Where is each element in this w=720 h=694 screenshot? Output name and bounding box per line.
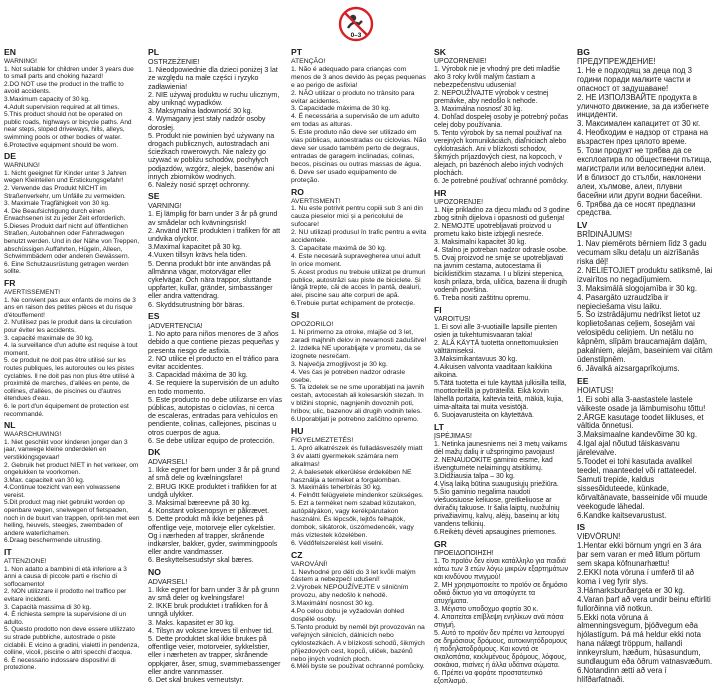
column-3 (291, 46, 427, 673)
warning-item: 5. Dette produkt må ikke betjenes på offentlige veje, motorveje eller cykelstier. Og i nærheden af trapper, skrånende indkørsler, bakker, gyder, swimmingpools eller andre vandmasser. (148, 515, 278, 557)
warning-item: 2. A balesetek elkerülése érdekében NE használja a terméket a forgalomban. (291, 468, 412, 484)
warning-section-se (148, 191, 284, 309)
warning-item: 5. Ezt a terméket nem szabad közutakon, autópályákon, vagy kerékpárutakon használni. És lépcsők, lejtős felhajtók, dombok, sikátorok, úszómedencék, vagy más víztestek közelében. (291, 500, 417, 539)
warning-item: 4. È richiesta sempre la supervisione di un adulto. (4, 611, 127, 626)
warning-item: 4. Felnőtt felügyelete mindenkor szükséges. (291, 492, 424, 500)
warning-item: 5.Ekki nota vöruna á almenningsvegum, þjóðvegum eða hjólastígum. Þá má heldur ekki nota hana nálægt tröppum, hallandi innkeyrslum, hæðum, húsasundum, sundlaugum eða öðrum vatnasvæðum. (577, 612, 713, 667)
warning-item: 2. NU utilizați produsul în trafic pentru a evita accidentele. (291, 229, 427, 245)
warning-heading: VIÐVÖRUN! (577, 532, 621, 542)
warning-item: 6.Měli byste se používat ochranné pomůcky. (291, 663, 425, 671)
warning-heading: AVERTISMENT! (291, 197, 341, 205)
warning-item: 5. Ta izdelek se ne sme uporabljati na javnih cestah, avtocestah ali kolesarskih stezah. In v bližini stopnic, nagnjenih dovoznih poti, hribov, ulic, bazenov ali drugih vodnih teles. (291, 384, 425, 416)
warning-item: 5.Dieses Produkt darf nicht auf öffentlichen Straßen, Autobahnen oder Fahrradwegen benutzt werden. Und in der Nähe von Treppen, abschüssigen Auffahrten, Hügeln, Alleen, Schwimmbädern oder anderen Gewässern. (4, 222, 140, 261)
warning-item: 3. Maksimalni kapacitet 30 kg. (434, 239, 527, 246)
warning-item: 6. Suojavarusteita on käytettävä. (434, 412, 534, 419)
warning-item: 4. Pasargāto uzraudzība ir nepieciešama visu laiku. (577, 292, 669, 311)
warning-item: 6. Πρέπει να φοράτε προστατευτικό εξοπλισμό. (434, 670, 543, 685)
language-code: PT (291, 47, 302, 57)
warning-columns (4, 46, 718, 692)
warning-item: 6.Notandinn ætti að vera í hlífðarfatnaði. (577, 666, 667, 684)
warning-item: 1. No apto para niños menores de 3 años debido a que contiene piezas pequeñas y presenta riesgo de asfixia. (148, 330, 279, 355)
warning-item: 6.Trebuie purtat echipament de protecție. (291, 300, 416, 308)
warning-item: 3.Maximum capacity of 30 kg. (4, 95, 90, 103)
warning-section-fi (434, 305, 570, 420)
warning-item: 2. NELIETOJIET produktu satiksmē, lai izvairītos no negadījumiem. (577, 265, 713, 284)
warning-heading: OSTRZEŻENIE! (148, 58, 200, 66)
warning-item: 6. le port d'un équipement de protection est recommandé. (4, 402, 129, 418)
warning-item: 5. ce produit ne doit pas être utilisé sur les routes publiques, les autoroutes ou les pistes cyclables. Il ne doit pas non plus être utilisé à proximité de marches, d'allées en pente, de collines, d'allées, de piscines ou d'autres étendues d'eau. (4, 357, 135, 403)
no-children-under-3-icon (338, 6, 374, 42)
warning-heading: BRĪDINĀJUMS! (577, 230, 633, 240)
warning-item: 1. Το προϊόν δεν είναι κατάλληλο για παιδιά κάτω των 3 ετών λόγω μικρών εξαρτημάτων και κινδύνου πνιγμού! (434, 558, 569, 581)
warning-item: 1. Ni primerno za otroke, mlajše od 3 let, zaradi majhnih delov in nevarnosti zadušitve! (291, 329, 427, 344)
warning-item: 1. Niet geschikt voor kinderen jonger dan 3 jaar, vanwege kleine onderdelen en verstikkingsgevaar! (4, 438, 128, 461)
warning-item: 5. Acest produs nu trebuie utilizat pe drumuri publice, autostrăzi sau piste de biciclete. Și lângă trepte, căi de acces în pantă, dealuri, alei, piscine sau alte corpuri de apă. (291, 268, 426, 300)
column-4 (434, 46, 570, 688)
warning-item: 5.Tento produkt by neměl být provozován na veřejných silnicích, dálnicích nebo cyklostezkách. A v blízkosti schodů, šikmých příjezdových cest, kopců, uliček, bazénů nebo jiných vodních ploch. (291, 623, 425, 663)
warning-item: 5. Αυτό το προϊόν δεν πρέπει να λειτουργεί σε δημόσιους δρόμους, αυτοκινητόδρομους ή ποδηλατοδρόμους. Και κοντά σε σκαλοπάτια, κεκλιμένους δρόμους, λόφους, σοκάκια, πισίνες ή άλλα υδάτινα σώματα. (434, 630, 568, 669)
language-code: EN (4, 47, 16, 57)
warning-item: 2. NEPOUŽÍVAJTE výrobok v cestnej premávke, aby nedošlo k nehode. (434, 90, 549, 105)
warning-section-sk (434, 47, 570, 186)
warning-section-dk (148, 447, 284, 565)
language-code: DK (148, 446, 161, 457)
warning-section-it (4, 547, 140, 672)
warning-item: 2. Använd INTE produkten i trafiken för att undvika olyckor. (148, 226, 281, 244)
warning-item: 5. Este produto não deve ser utilizado em vias públicas, autoestradas ou ciclovias. Não deve ser usado também perto de degraus, entradas de garagem inclinadas, colinas, becos, piscinas ou outras massas de água. (291, 129, 427, 168)
language-code: ES (148, 310, 160, 321)
warning-item: 5. Denna produkt bör inte användas på allmänna vägar, motorvägar eller cykelvägar. Och nära trappor, sluttande uppfarter, kullar, gränder, simbassänger eller andra vattendrag. (148, 259, 273, 301)
warning-item: 3. Maksimal bæreevne på 30 kg. (148, 498, 251, 507)
warning-section-ro (291, 187, 427, 309)
warning-item: 1. Не е подходящ за деца под 3 години поради малките части и опасност от задушаване! (577, 65, 692, 93)
warning-heading: WARNUNG! (4, 162, 40, 170)
warning-item: 6. Skyddsutrustning bör bäras. (148, 300, 245, 309)
warning-item: 4. Tilsyn av voksne kreves til enhver tid. (148, 626, 273, 635)
warning-item: 2. BRUG IKKE produktet i trafikken for at undgå ulykker. (148, 482, 277, 499)
warning-section-pl (148, 47, 284, 189)
warning-item: 1. Ei sobi alla 3-aastastele lastele väikeste osade ja lämbumisohu tõttu! (577, 394, 706, 413)
warning-heading: OPOZORILO! (291, 321, 334, 329)
warning-item: 4. Konstant voksenopsyn er påkrævet. (148, 507, 270, 516)
warning-item: 4. Ves čas je potreben nadzor odrasle osebe. (291, 368, 406, 384)
warning-item: 4.Visą laiką būtina suaugusiųjų priežiūra. (434, 481, 559, 488)
language-code: FR (4, 278, 16, 289)
language-code: NL (4, 420, 16, 431)
warning-section-si (291, 310, 427, 424)
warning-item: 3.Maksimikantavuus 30 kg. (434, 356, 518, 363)
warning-item: 3.Maximal kapacitet på 30 kg. (148, 243, 242, 252)
warning-item: 6. Je potrebné používať ochranné pomôcky. (434, 178, 569, 185)
warning-item: 1.Hentar ekki börnum yngri en 3 ára þar sem varan er með litlum pörtum sem skapa köfnunarhættu! (577, 541, 702, 569)
warning-item: 1. Nevhodné pro děti do 3 let kvůli malým částem a nebezpečí udušení! (291, 568, 416, 584)
warning-item: 4. Dohľad dospelej osoby je potrebný počas celej doby používania. (434, 114, 569, 129)
warning-item: 3. Capacidad máxima de 30 kg. (148, 371, 248, 380)
warning-item: 6. Трябва да се носят предпазни средства. (577, 199, 696, 218)
warning-item: 3. Capacitate maximă de 30 kg. (291, 244, 387, 252)
warning-item: 2. Gebruik het product NIET in het verkeer, om ongelukken te voorkomen. (4, 461, 139, 477)
warning-section-nl (4, 420, 140, 545)
warning-section-ee (577, 376, 713, 521)
warning-item: 2. IKKE bruk produktet i trafikken for å unngå ulykker. (148, 602, 268, 619)
warning-item: 6.Reikėtų dėvėti apsaugines priemones. (434, 529, 557, 536)
warning-item: 5. Този продукт не трябва да се експлоатира по обществени пътища, магистрали или велосипедни алеи. И в близост до стълби, наклонени алеи, хълмове, алеи, плувни басейни или други водни басейни. (577, 146, 712, 200)
warning-item: 2.DO NOT use the product in the traffic to avoid accidents. (4, 80, 124, 96)
warning-item: 6.Protective equipment should be worn. (4, 141, 119, 149)
warning-item: 4.Adult supervision required at all times. (4, 103, 120, 111)
warning-item: 3.Maksimaalne kandevõime 30 kg. (577, 430, 698, 440)
warning-item: 3.Maximální nosnost 30 kg. (291, 600, 374, 608)
warning-item: 2. NIE używaj produktu w ruchu ulicznym, aby uniknąć wypadków. (148, 90, 280, 108)
warning-item: 6. Treba nositi zaštitnu opremu. (434, 295, 531, 302)
warning-item: 4. Wymagany jest stały nadzór osoby dorosłej. (148, 115, 266, 132)
warning-item: 5. Šo izstrādājumu nedrīkst lietot uz koplietošanas ceļiem, šosejām vai velosipēdu celiņiem. Un netālu no kāpnēm, slīpām braucamajām daļām, pakalniem, alejām, baseiniem vai citām ūdenstilpnēm. (577, 310, 713, 364)
warning-item: 2. N'utilisez pas le produit dans la circulation pour éviter les accidents. (4, 319, 132, 334)
warning-heading: ĮSPĖJIMAS! (434, 433, 472, 440)
language-code: EE (577, 375, 589, 386)
warning-item: 1. Apró alkatrészek és fulladásveszély miatt 3 év alatti gyermekek számára nem alkalmas! (291, 444, 423, 468)
language-code: LT (434, 422, 444, 432)
warning-section-fr (4, 278, 140, 418)
warning-item: 2. ÄLÄ KÄYTÄ tuotetta onnettomuuksien välttämiseksi. (434, 340, 559, 355)
warning-section-lv (577, 220, 713, 374)
language-code: RO (291, 186, 304, 197)
warning-item: 6. Jāvalkā aizsargaprīkojums. (577, 363, 680, 373)
warning-item: 2.Výrobek NEPOUŽÍVEJTE v silničním provozu, aby nedošlo k nehodě. (291, 584, 409, 600)
warning-heading: FIGYELMEZTETÉS! (291, 436, 354, 444)
warning-item: 2. ΜΗ χρησιμοποιείτε το προϊόν σε δημόσιο οδικό δίκτυο για να αποφύγετε τα ατυχήματα. (434, 582, 568, 605)
warning-item: 3. capacité maximale de 30 kg. (4, 334, 94, 342)
warning-heading: ATENÇÃO! (291, 58, 326, 65)
age-label: 0–3 (350, 32, 362, 39)
warning-item: 1. Nicht geeignet für Kinder unter 3 Jahren wegen Kleinteilen und Erstickungsgefahr! (4, 169, 127, 185)
language-code: HU (291, 425, 304, 436)
warning-item: 4.Po celou dobu je vyžadován dohled dospělé osoby. (291, 608, 404, 623)
warning-item: 1. Nije prikladno za djecu mlađu od 3 godine zbog sitnih dijelova i opasnosti od gušenja! (434, 207, 570, 222)
warning-item: 6. Deve ser usado equipamento de proteção. (291, 168, 397, 184)
warning-item: 5.Toodet ei tohi kasutada avalikel teedel, maanteedel või rattateedel. Samuti trepide, kaldus sissesõiduteede, künkade, kõrvaltänavate, basseinide või muude veekogude lähedal. (577, 457, 708, 511)
warning-item: 2. NÃO utilizar o produto no trânsito para evitar acidentes. (291, 89, 415, 105)
language-code: GR (434, 539, 447, 549)
language-code: CZ (291, 549, 303, 560)
warning-item: 4. É necessária a supervisão de um adulto em todas as alturas. (291, 113, 420, 129)
warning-item: 6. Należy nosić sprzęt ochronny. (148, 181, 250, 190)
warning-item: 1. Ne convient pas aux enfants de moins de 3 ans en raison des petites pièces et du risque d'étouffement! (4, 296, 136, 319)
language-code: SK (434, 47, 446, 57)
warning-item: 6. Eine Schutzausrüstung getragen werden sollte. (4, 260, 129, 276)
warning-item: 5.Dit product mag niet gebruikt worden op openbare wegen, snelwegen of fietspaden, noch in de buurt van trappen, oprit-ten met een helling, heuvels, steegjes, zwembaden of andere waterlichamen. (4, 499, 140, 537)
warning-item: 2.ÄRGE kasutage toodet liikluses, et vältida õnnetusi. (577, 412, 704, 431)
language-code: FI (434, 305, 442, 315)
warning-section-bg (577, 47, 713, 218)
warning-item: 2. NO utilice el producto en el tráfico para evitar accidentes. (148, 354, 279, 371)
warning-section-hr (434, 188, 570, 303)
warning-item: 4.Continue toezicht van een volwassene vereist. (4, 484, 121, 499)
warning-heading: VAROVÁNÍ! (291, 560, 328, 568)
warning-item: 4.Vuxen tillsyn krävs hela tiden. (148, 251, 248, 260)
warning-item: 5. Ovaj proizvod ne smije se upotrebljavati na javnim cestama, autocestama ili biciklističkim stazama. I u blizini stepenica, kosih prilaza, brda, uličica, bazena ili drugih vodenih površina. (434, 255, 567, 294)
warning-item: 4.Varan þarf að vera undir beinu eftirliti fullorðinna við notkun. (577, 594, 711, 613)
language-code: IS (577, 522, 586, 533)
warning-heading: ¡ADVERTENCIA! (148, 321, 203, 330)
warning-item: 1. Not suitable for children under 3 years due to small parts and choking hazard! (4, 65, 134, 81)
warning-item: 6. Beskyttelsesudstyr skal bæres. (148, 556, 254, 565)
warning-item: 3. Maksymalna ładowność 30 kg. (148, 107, 253, 116)
column-2 (148, 46, 284, 686)
warning-item: 2. NEMOJTE upotrebljavati proizvod u prometu kako biste izbjegli nesreće. (434, 223, 552, 238)
language-code: SE (148, 191, 160, 202)
warning-item: 1. Nieodpowiednie dla dzieci poniżej 3 lat ze względu na małe części i ryzyko zadławienia! (148, 66, 278, 91)
warning-item: 1. Ej lämplig för barn under 3 år på grund av smådelar och kvävningsrisk! (148, 210, 278, 227)
warning-item: 5.Tätä tuotetta ei tule käyttää julkisilla teillä, moottoriteillä ja pyöräteillä. Eikä kovin lähellä portaita, kaltevia teitä, mäkiä, kujia, uima-altaita tai muita vesistöjä. (434, 380, 567, 411)
language-code: LV (577, 220, 588, 231)
warning-item: 4. Απαιτείται επίβλεψη ενηλίκων ανά πάσα στιγμή. (434, 614, 564, 629)
warning-item: 3.Hámarksburðargeta er 30 kg. (577, 585, 685, 595)
warning-item: 1. Ei sovi alle 3-vuotiaille lapsille pienten osien ja tukehtumisvaaran takia! (434, 324, 557, 339)
warning-item: 5. Produkt nie powinien być używany na drogach publicznych, autostradach ani ścieżkach rowerowych. Nie należy go używać w pobliżu schodów, pochyłych podjazdów, wzgórz, alejek, basenów ani innych zbiorników wodnych. (148, 131, 275, 181)
warning-item: 6. Védőfelszerelést kell viselni. (291, 539, 384, 547)
warning-item: 6. Se debe utilizar equipo de protección. (148, 436, 275, 445)
column-5 (577, 46, 713, 687)
warning-section-en (4, 47, 140, 149)
warning-item: 4. Este necesară supravegherea unui adult în orice moment. (291, 252, 421, 268)
warning-heading: ADVARSEL! (148, 577, 188, 586)
warning-heading: ATTENZIONE! (4, 558, 47, 566)
warning-item: 4. Необходим е надзор от страна на възрастен през цялото време. (577, 128, 709, 147)
warning-item: 2. NON utilizzare il prodotto nel traffico per evitare incidenti. (4, 588, 127, 603)
warning-item: 3. Capacidade máxima de 30 kg. (291, 105, 391, 113)
warning-item: 5. Questo prodotto non deve essere utilizzato su strade pubbliche, autostrade o piste ciclabili. E vicino a gradini, vialetti in pendenza, colline, vicoli, piscine o altri specchi d'acqua. (4, 626, 140, 657)
warning-item: 3. Μέγιστο υποδοχμο φορτίο 30 κ. (434, 606, 539, 613)
warning-section-es (148, 311, 284, 445)
warning-heading: ADVARSEL! (148, 457, 188, 466)
warning-item: 5.This product should not be operated on public roads, highways or bicycle paths. And near steps, sloped driveways, hills, alleys, swimming pools or other bodies of water. (4, 111, 132, 141)
language-code: IT (4, 547, 12, 558)
warning-item: 4. Se requiere la supervisión de un adulto en todo momento. (148, 379, 279, 396)
warning-item: 5.Šio gaminio negalima naudoti viešuosiuose keliuose, greitkeliuose ar dviračių takuose. Ir šalia laiptų, nuožulnių privažiavimų, kalvų, alėjų, baseinų ar kitų vandens telkinių. (434, 489, 560, 528)
warning-item: 4. Die Beaufsichtigung durch einen Erwachsenen ist zu jeder Zeit erforderlich. (4, 207, 126, 223)
warning-item: 3. Maximális teherbírás 30 kg. (291, 484, 382, 492)
warning-item: 1. Netinka jaunesniems nei 3 metų vaikams dėl mažų dalių ir užspringimo pavojaus! (434, 441, 567, 456)
warning-item: 1. Ikke egnet for børn under 3 år på grund af små dele og kvælningsfare! (148, 466, 280, 483)
warning-heading: ПРЕДУПРЕЖДЕНИЕ! (577, 57, 656, 66)
warning-item: 3.Didžiausia talpa – 30 kg. (434, 473, 515, 480)
warning-item: 3. Največja zmogljivost je 30 kg. (291, 360, 388, 368)
warning-heading: VARNING! (148, 202, 182, 211)
warning-item: 1. Non adatto a bambini di età inferiore a 3 anni a causa di piccole parti e rischio di soffocamento! (4, 565, 127, 588)
warning-section-is (577, 522, 713, 684)
warning-item: 1. Výrobok nie je vhodný pre deti mladšie ako 3 roky kvôli malým častiam a nebezpečenstvu udusenia! (434, 66, 561, 89)
warning-item: 1. Nav piemērots bērniem līdz 3 gadu vecumam sīku detaļu un aizrīšanās riska dēļ! (577, 239, 707, 267)
warning-item: 3. Maksimālā slogojamība ir 30 kg. (577, 283, 698, 293)
warning-section-gr (434, 539, 570, 686)
warning-heading: VAROITUS! (434, 316, 471, 323)
warning-item: 2. NENAUDOKITE gaminio eisme, kad išvengtumėte nelaimingų atsitikimų. (434, 457, 553, 472)
warning-item: 1. Não é adequado para crianças com menos de 3 anos devido às peças pequenas e ao perigo de asfixia! (291, 65, 426, 89)
warning-section-pt (291, 47, 427, 185)
warning-item: 3. Максимален капацитет от 30 кг. (577, 119, 701, 129)
warning-heading: WARNING! (4, 58, 37, 65)
warning-item: 2. Izdelka NE uporabljajte v prometu, da se izognete nesrečam. (291, 344, 421, 360)
language-code: DE (4, 151, 16, 162)
warning-item: 4. la surveillance d'un adulte est requise à tout moment. (4, 342, 138, 357)
warning-item: 5. Este producto no debe utilizarse en vías públicas, autopistas o ciclovías, ni cerca de escaleras, entradas para vehículos en pendiente, colinas, callejones, piscinas u otros cuerpos de agua. (148, 395, 283, 437)
warning-section-lt (434, 422, 570, 537)
warning-item: 4.Aikuisen valvonta vaaditaan kaikkina aikoina. (434, 364, 552, 379)
warning-item: 3. Maks. kapasitet er 30 kg. (148, 618, 235, 627)
warning-item: 6. È necessario indossare dispositivi di protezione. (4, 656, 116, 672)
column-1 (4, 46, 140, 674)
warning-heading: ΠΡΟΕΙΔΟΠΟΙΗΣΗ! (434, 550, 494, 557)
warning-heading: WAARSCHUWING! (4, 431, 62, 439)
language-code: HR (434, 188, 447, 198)
warning-section-de (4, 151, 140, 276)
warning-item: 3. Maximálna nosnosť 30 kg. (434, 106, 523, 113)
warning-section-cz (291, 550, 427, 672)
warning-item: 1. Nu este potrivit pentru copiii sub 3 ani din cauza pieselor mici și a pericolului de sufocare! (291, 205, 423, 229)
warning-item: 5. Tento výrobok by sa nemal používať na verejných komunikáciách, diaľniciach alebo cyklotrasách. Ani v blízkosti schodov, šikmých príjazdových ciest, na kopcoch, v alejach, pri bazénoch alebo iných vodných plochách. (434, 130, 567, 177)
warning-heading: AVERTISSEMENT! (4, 289, 61, 297)
language-code: SI (291, 310, 300, 321)
warning-section-hu (291, 426, 427, 548)
language-code: BG (577, 47, 590, 57)
warning-section-no (148, 567, 284, 685)
warning-item: 2. Verwende das Produkt NICHT im Straßenverkehr, um Unfälle zu vermeiden. (4, 184, 126, 200)
warning-item: 3. Maximale Tragfähigkeit von 30 kg. (4, 200, 110, 208)
warning-item: 2.EKKI nota vöruna í umferð til að koma í veg fyrir slys. (577, 568, 695, 586)
warning-item: 4. Stalno je potreban nadzor odrasle osobe. (434, 247, 568, 254)
warning-heading: UPOZORENJE! (434, 199, 484, 206)
language-code: NO (148, 566, 161, 577)
warning-item: 3.Max. capaciteit van 30 kg. (4, 476, 85, 484)
warning-item: 2. НЕ ИЗПОЛЗВАЙТЕ продукта в уличното движение, за да избегнете инциденти. (577, 92, 709, 120)
warning-item: 6.Draag beschermende uitrusting. (4, 537, 102, 545)
warning-item: 6. Det skal brukes verneutstyr. (148, 676, 244, 685)
warning-heading: UPOZORNENIE! (434, 58, 487, 65)
warning-item: 4.Igal ajal nõutud täiskasvanu järelevalve. (577, 439, 680, 458)
language-code: PL (148, 47, 159, 57)
warning-item: 3. Capacità massima di 30 kg. (4, 603, 92, 611)
warning-item: 6.Uporabljati je potrebno zaščitno opremo. (291, 416, 419, 424)
warning-heading: HOIATUS! (577, 385, 614, 395)
warning-item: 6.Kandke kaitsevarustust. (577, 510, 667, 520)
warning-item: 1. Ikke egnet for barn under 3 år på grunn av små deler og kvelningsfare! (148, 585, 280, 602)
warning-item: 5. Dette produktet skal ikke brukes på offentlige veier, motorveier, sykkelstier, eller i nærheten av trapper, skrånende oppkjører, åser, smug, svømmebassenger eller andre vannmasser. (148, 635, 281, 676)
